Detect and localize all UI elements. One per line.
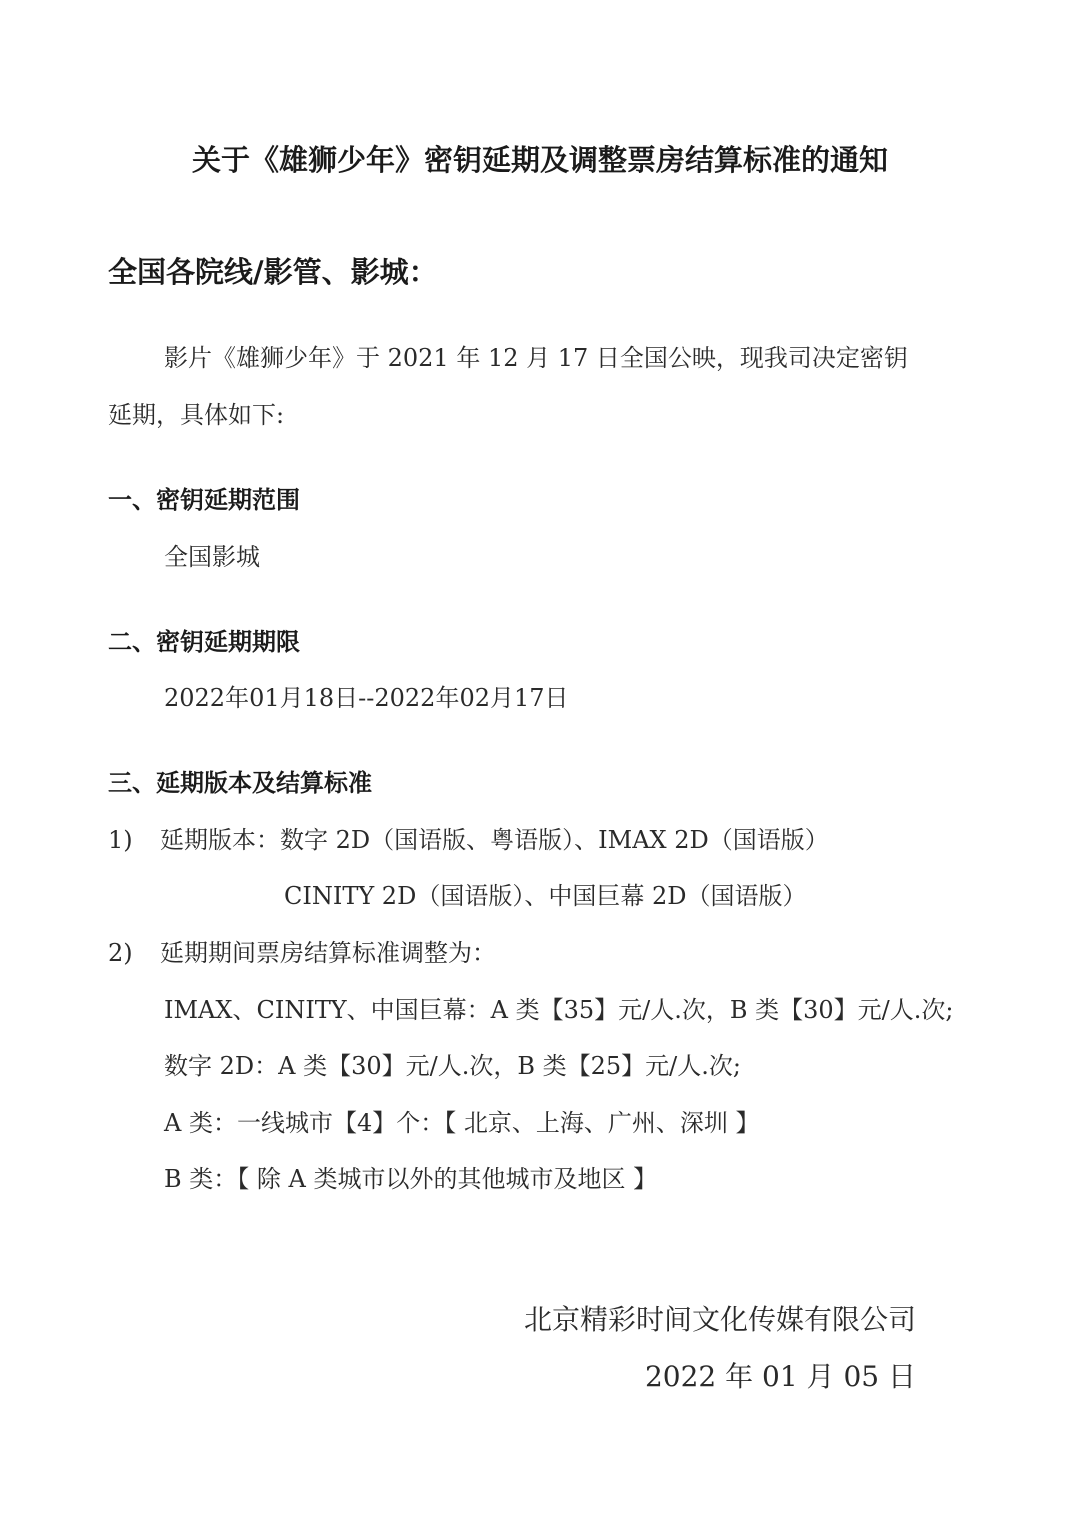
intro-line-2: 延期，具体如下: <box>108 401 285 429</box>
section-1-heading: 一、密钥延期范围 <box>108 486 300 514</box>
section-1-content: 全国影城 <box>164 543 260 571</box>
item-2-number: 2) <box>108 939 133 967</box>
item-2-heading: 延期期间票房结算标准调整为： <box>160 939 496 967</box>
notice-title: 关于《雄狮少年》密钥延期及调整票房结算标准的通知 <box>191 143 888 177</box>
notice-greeting: 全国各院线/影管、影城： <box>108 255 438 289</box>
item-2-line-3: A 类：一线城市【4】个：【 北京、上海、广州、深圳 】 <box>164 1109 760 1137</box>
item-2-line-2: 数字 2D：A 类【30】元/人.次，B 类【25】元/人.次; <box>164 1052 741 1080</box>
section-2-heading: 二、密钥延期期限 <box>108 628 300 656</box>
intro-line-1: 影片《雄狮少年》于 2021 年 12 月 17 日全国公映，现我司决定密钥 <box>164 344 908 372</box>
section-2-content: 2022年01月18日--2022年02月17日 <box>164 684 569 712</box>
item-1-line-2: CINITY 2D（国语版）、中国巨幕 2D（国语版） <box>284 882 807 910</box>
section-3-heading: 三、延期版本及结算标准 <box>108 769 372 797</box>
item-2-line-4: B 类：【 除 A 类城市以外的其他城市及地区 】 <box>164 1165 658 1193</box>
item-2-line-1: IMAX、CINITY、中国巨幕：A 类【35】元/人.次，B 类【30】元/人.次; <box>164 996 954 1024</box>
signature-company: 北京精彩时间文化传媒有限公司 <box>523 1303 916 1336</box>
item-1-line-1: 延期版本：数字 2D（国语版、粤语版）、IMAX 2D（国语版） <box>160 826 829 854</box>
signature-date: 2022 年 01 月 05 日 <box>644 1360 916 1393</box>
item-1-number: 1) <box>108 826 133 854</box>
